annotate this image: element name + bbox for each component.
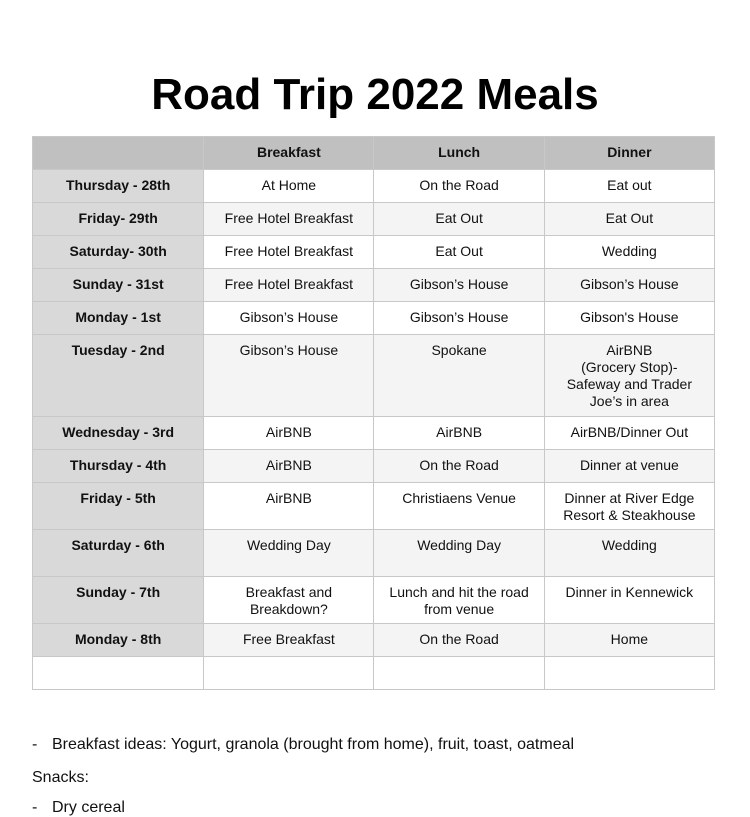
breakfast-cell: AirBNB (204, 417, 374, 450)
table-row (33, 483, 715, 530)
breakfast-cell: Breakfast and Breakdown? (204, 577, 374, 624)
table-row (33, 236, 715, 269)
lunch-cell: On the Road (374, 624, 544, 657)
snack-item-line (32, 799, 125, 817)
day-cell: Sunday - 7th (33, 577, 204, 624)
day-cell: Saturday - 6th (33, 530, 204, 577)
empty-row (33, 657, 715, 690)
table-row (33, 203, 715, 236)
dinner-cell: Dinner at venue (544, 450, 714, 483)
breakfast-ideas-line (32, 736, 574, 754)
table-row (33, 450, 715, 483)
breakfast-cell: Free Hotel Breakfast (204, 236, 374, 269)
dinner-cell: Dinner at River Edge Resort & Steakhouse (544, 483, 714, 530)
lunch-cell: Eat Out (374, 203, 544, 236)
table-row (33, 417, 715, 450)
document-title: Road Trip 2022 Meals (151, 70, 599, 119)
dinner-cell: Eat out (544, 170, 714, 203)
day-cell: Saturday- 30th (33, 236, 204, 269)
dinner-cell: Gibson's House (544, 302, 714, 335)
header-lunch: Lunch (374, 137, 544, 170)
breakfast-cell: Gibson’s House (204, 302, 374, 335)
snacks-label: Snacks: (32, 769, 89, 786)
day-cell: Monday - 8th (33, 624, 204, 657)
dinner-cell: Eat Out (544, 203, 714, 236)
empty-cell (204, 657, 374, 690)
table-header-row (33, 137, 715, 170)
day-cell: Thursday - 4th (33, 450, 204, 483)
lunch-cell: Gibson’s House (374, 269, 544, 302)
lunch-cell: AirBNB (374, 417, 544, 450)
lunch-cell: Spokane (374, 335, 544, 417)
header-day (33, 137, 204, 170)
header-breakfast: Breakfast (204, 137, 374, 170)
dinner-cell: Wedding (544, 530, 714, 577)
dinner-cell: Gibson’s House (544, 269, 714, 302)
header-dinner: Dinner (544, 137, 714, 170)
table-row (33, 577, 715, 624)
table-row (33, 170, 715, 203)
breakfast-cell: Free Hotel Breakfast (204, 269, 374, 302)
day-cell: Wednesday - 3rd (33, 417, 204, 450)
snack-item-text: Dry cereal (52, 799, 125, 816)
day-cell: Sunday - 31st (33, 269, 204, 302)
lunch-cell: Christiaens Venue (374, 483, 544, 530)
empty-cell (544, 657, 714, 690)
day-cell: Thursday - 28th (33, 170, 204, 203)
breakfast-cell: At Home (204, 170, 374, 203)
lunch-cell: Wedding Day (374, 530, 544, 577)
day-cell: Monday - 1st (33, 302, 204, 335)
dinner-cell: Home (544, 624, 714, 657)
dinner-cell: Dinner in Kennewick (544, 577, 714, 624)
breakfast-cell: Wedding Day (204, 530, 374, 577)
breakfast-cell: Free Breakfast (204, 624, 374, 657)
lunch-cell: On the Road (374, 170, 544, 203)
day-cell: Tuesday - 2nd (33, 335, 204, 417)
lunch-cell: Gibson’s House (374, 302, 544, 335)
table-row (33, 269, 715, 302)
dinner-cell: AirBNB (Grocery Stop)- Safeway and Trader Joe’s in area (544, 335, 714, 417)
breakfast-cell: AirBNB (204, 483, 374, 530)
bullet-dash: - (32, 799, 38, 816)
breakfast-cell: Free Hotel Breakfast (204, 203, 374, 236)
day-cell: Friday - 5th (33, 483, 204, 530)
meal-table (32, 136, 715, 690)
breakfast-ideas-text: Breakfast ideas: Yogurt, granola (brought from home), fruit, toast, oatmeal (52, 736, 575, 753)
bullet-dash: - (32, 736, 38, 753)
dinner-cell: Wedding (544, 236, 714, 269)
lunch-cell: Eat Out (374, 236, 544, 269)
breakfast-cell: AirBNB (204, 450, 374, 483)
table-row (33, 302, 715, 335)
breakfast-cell: Gibson’s House (204, 335, 374, 417)
table-row (33, 335, 715, 417)
table-row (33, 530, 715, 577)
lunch-cell: Lunch and hit the road from venue (374, 577, 544, 624)
day-cell: Friday- 29th (33, 203, 204, 236)
dinner-cell: AirBNB/Dinner Out (544, 417, 714, 450)
table-row (33, 624, 715, 657)
empty-cell (33, 657, 204, 690)
empty-cell (374, 657, 544, 690)
lunch-cell: On the Road (374, 450, 544, 483)
